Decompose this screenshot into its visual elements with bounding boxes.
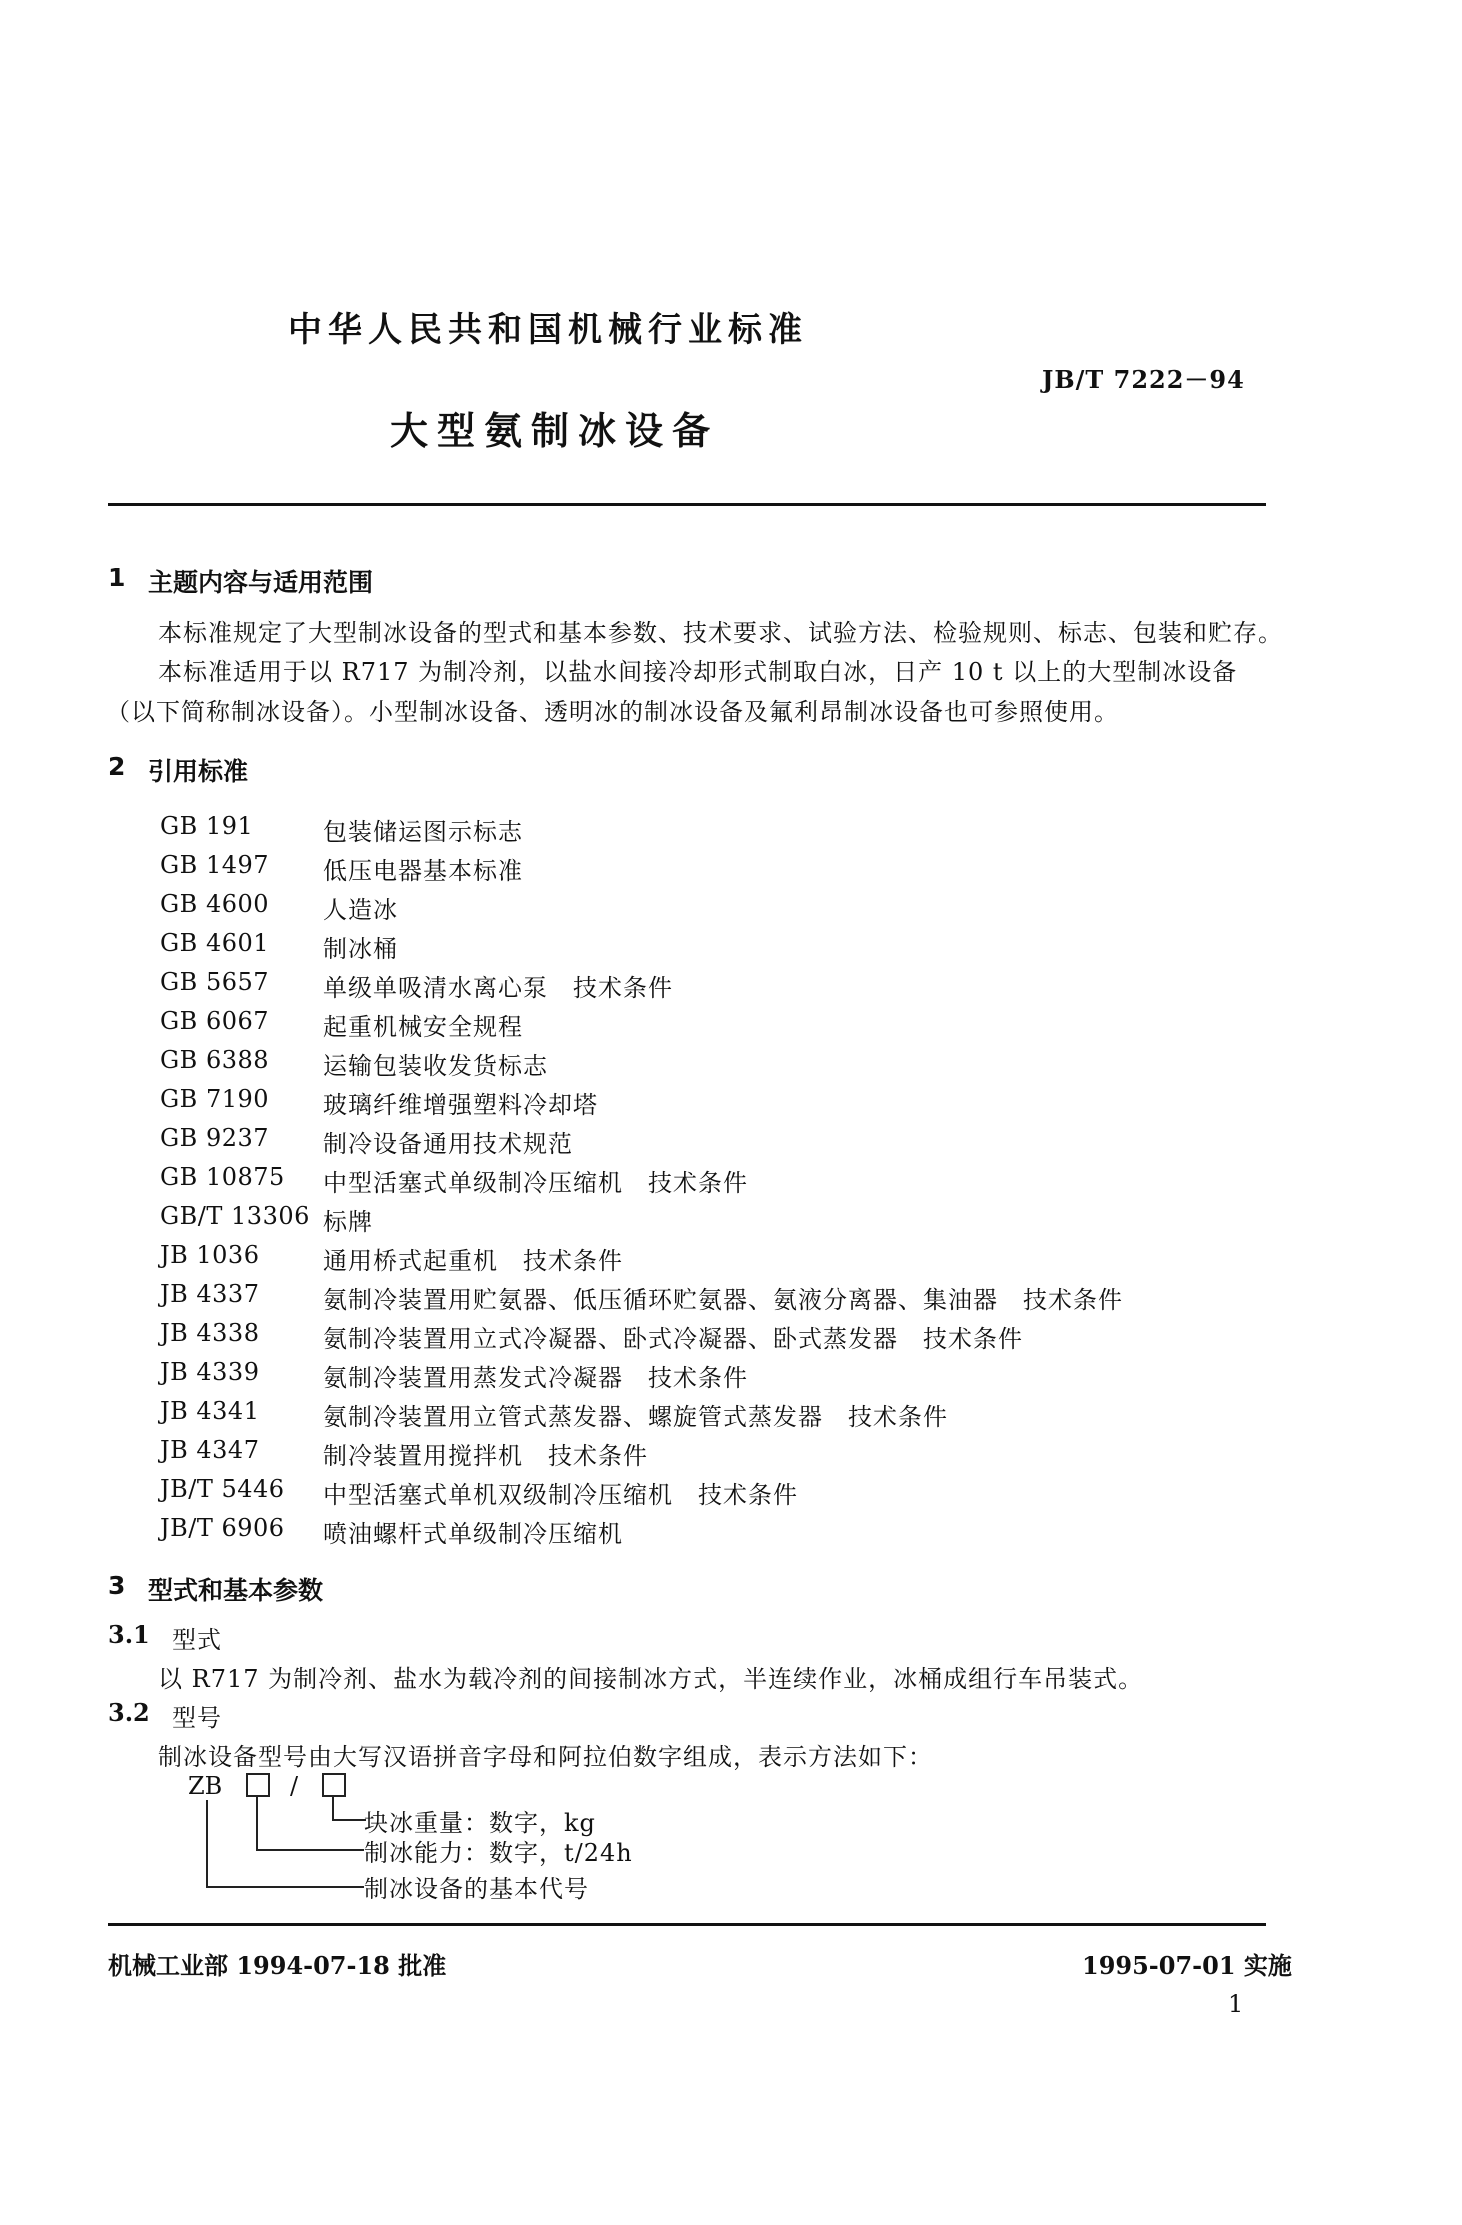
reference-code: GB 191 [160,812,254,840]
reference-code: JB 4338 [160,1319,260,1347]
section-1-paragraph-1: 本标准规定了大型制冰设备的型式和基本参数、技术要求、试验方法、检验规则、标志、包装和贮存。 [158,619,1283,647]
subsection-3-1-title: 型式 [172,1626,222,1654]
section-2-title: 引用标准 [148,757,249,786]
reference-title: 低压电器基本标准 [323,857,523,885]
reference-title: 喷油螺杆式单级制冷压缩机 [323,1520,623,1548]
reference-code: GB 6388 [160,1046,270,1074]
subsection-3-1-number: 3.1 [108,1620,150,1649]
reference-title: 包装储运图示标志 [323,818,523,846]
footer-divider [108,1923,1266,1926]
reference-title: 制冷装置用搅拌机 技术条件 [323,1442,648,1470]
reference-title: 制冰桶 [323,935,398,963]
reference-title: 氨制冷装置用贮氨器、低压循环贮氨器、氨液分离器、集油器 技术条件 [323,1286,1123,1314]
document-title: 大型氨制冰设备 [390,409,720,453]
reference-code: GB 10875 [160,1163,285,1191]
model-prefix: ZB [188,1772,223,1800]
reference-code: GB/T 13306 [160,1202,310,1230]
header-divider [108,503,1266,506]
capacity-label: 制冰能力：数字，t/24h [364,1839,633,1867]
subsection-3-2-number: 3.2 [108,1698,150,1727]
reference-code: JB 4347 [160,1436,260,1464]
section-3-number: 3 [108,1571,126,1600]
reference-title: 通用桥式起重机 技术条件 [323,1247,623,1275]
section-1-paragraph-2b: （以下简称制冰设备）。小型制冰设备、透明冰的制冰设备及氟利昂制冰设备也可参照使用。 [106,698,1119,726]
reference-code: JB 4339 [160,1358,260,1386]
reference-title: 起重机械安全规程 [323,1013,523,1041]
reference-code: GB 9237 [160,1124,270,1152]
page-number: 1 [1228,1990,1244,2018]
reference-code: JB 4337 [160,1280,260,1308]
reference-code: JB 4341 [160,1397,260,1425]
reference-code: GB 1497 [160,851,270,879]
section-1-title: 主题内容与适用范围 [148,568,374,597]
reference-title: 人造冰 [323,896,398,924]
approval-date: 机械工业部 1994-07-18 批准 [108,1951,447,1980]
reference-title: 单级单吸清水离心泵 技术条件 [323,974,673,1002]
reference-code: GB 7190 [160,1085,270,1113]
weight-box [322,1773,346,1797]
capacity-box [246,1773,270,1797]
base-code-label: 制冰设备的基本代号 [364,1875,589,1903]
subsection-3-2-title: 型号 [172,1704,222,1732]
reference-title: 玻璃纤维增强塑料冷却塔 [323,1091,598,1119]
reference-code: JB 1036 [160,1241,260,1269]
reference-code: JB/T 5446 [160,1475,285,1503]
model-slash: / [290,1772,299,1800]
reference-code: GB 4600 [160,890,270,918]
reference-code: GB 4601 [160,929,270,957]
reference-title: 中型活塞式单机双级制冷压缩机 技术条件 [323,1481,798,1509]
subsection-3-1-text: 以 R717 为制冷剂、盐水为载冷剂的间接制冰方式，半连续作业，冰桶成组行车吊装式。 [158,1665,1144,1693]
subsection-3-2-text: 制冰设备型号由大写汉语拼音字母和阿拉伯数字组成，表示方法如下： [158,1743,933,1771]
reference-title: 标牌 [323,1208,373,1236]
reference-title: 中型活塞式单级制冷压缩机 技术条件 [323,1169,748,1197]
reference-code: GB 6067 [160,1007,270,1035]
standard-number: JB/T 7222－94 [1042,365,1245,394]
reference-code: GB 5657 [160,968,270,996]
section-1-paragraph-2a: 本标准适用于以 R717 为制冷剂，以盐水间接冷却形式制取白冰，日产 10 t 以上的大型制冰设备 [158,658,1238,686]
reference-title: 制冷设备通用技术规范 [323,1130,573,1158]
section-2-number: 2 [108,752,126,781]
reference-title: 氨制冷装置用立式冷凝器、卧式冷凝器、卧式蒸发器 技术条件 [323,1325,1023,1353]
reference-code: JB/T 6906 [160,1514,285,1542]
reference-title: 运输包装收发货标志 [323,1052,548,1080]
base-code-bracket [206,1800,364,1888]
section-3-title: 型式和基本参数 [148,1576,324,1605]
weight-label: 块冰重量：数字，kg [364,1809,596,1837]
reference-title: 氨制冷装置用立管式蒸发器、螺旋管式蒸发器 技术条件 [323,1403,948,1431]
org-title: 中华人民共和国机械行业标准 [288,310,808,350]
reference-title: 氨制冷装置用蒸发式冷凝器 技术条件 [323,1364,748,1392]
section-1-number: 1 [108,563,126,592]
effective-date: 1995-07-01 实施 [1082,1951,1292,1980]
